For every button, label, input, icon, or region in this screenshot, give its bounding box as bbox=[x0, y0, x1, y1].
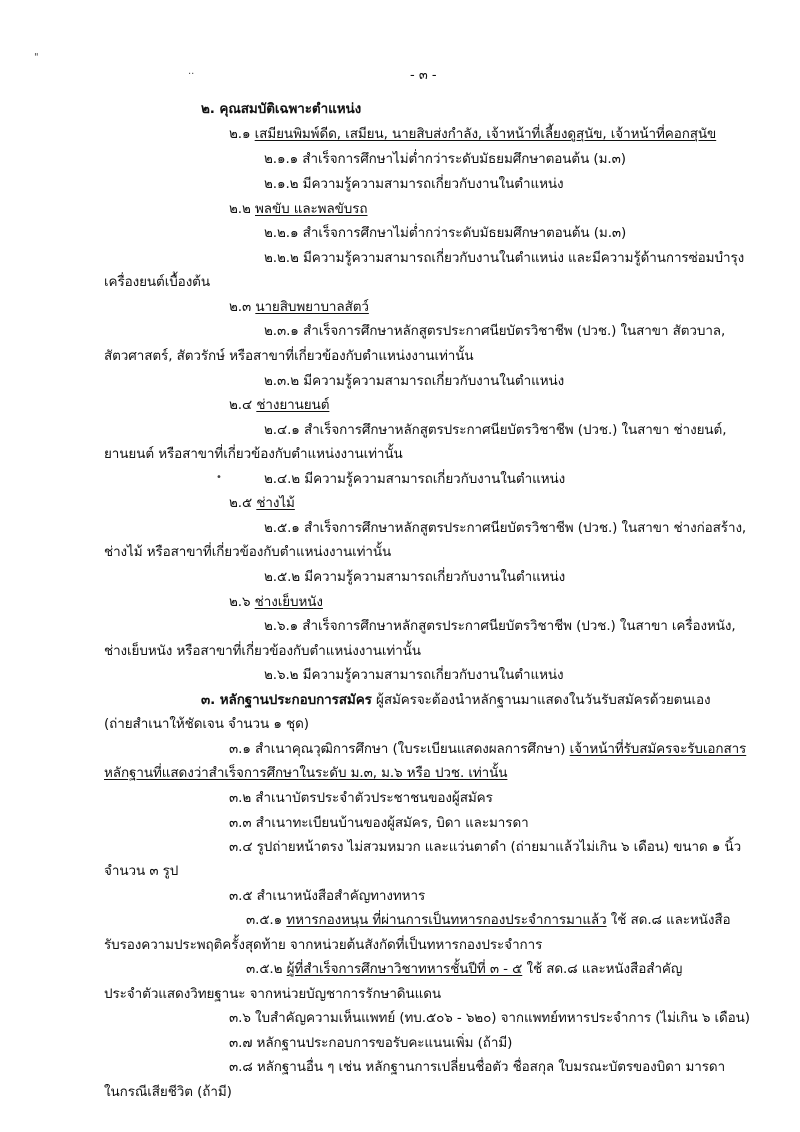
subsection-title: เสมียนพิมพ์ดีด, เสมียน, นายสิบส่งกำลัง, เจ้าหน้าที่เลี้ยงดูสุนัข, เจ้าหน้าที่คอกสุนัข bbox=[254, 126, 717, 142]
item-2-6-2: ๒.๖.๒ มีความรู้ความสามารถเกี่ยวกับงานในตำแหน่ง bbox=[264, 667, 564, 683]
item-2-6-1-cont: ช่างเย็บหนัง หรือสาขาที่เกี่ยวข้องกับตำแหน่งงานเท่านั้น bbox=[104, 643, 421, 659]
subsection-label: ๒.๓ bbox=[229, 299, 252, 315]
item-3-5-1-underlined: ทหารกองหนุน ที่ผ่านการเป็นทหารกองประจำการมาแล้ว bbox=[286, 912, 607, 928]
subsection-2-4 bbox=[229, 396, 329, 414]
item-3-5-1-number: ๓.๕.๑ bbox=[246, 912, 287, 928]
subsection-2-1 bbox=[229, 125, 716, 143]
section-3-heading: ๓. หลักฐานประกอบการสมัคร bbox=[201, 692, 372, 708]
item-2-6-1: ๒.๖.๑ สำเร็จการศึกษาหลักสูตรประกาศนียบัตรวิชาชีพ (ปวช.) ในสาขา เครื่องหนัง, bbox=[264, 618, 736, 634]
item-3-5-2-underlined: ผู้ที่สำเร็จการศึกษาวิชาทหารชั้นปีที่ ๓ - ๕ bbox=[286, 961, 523, 977]
item-3-2: ๓.๒ สำเนาบัตรประจำตัวประชาชนของผู้สมัคร bbox=[229, 790, 493, 806]
page-number: - ๓ - bbox=[410, 68, 437, 83]
section-3-intro-text: ผู้สมัครจะต้องนำหลักฐานมาแสดงในวันรับสมัครด้วยตนเอง bbox=[371, 692, 711, 708]
item-3-8-cont: ในกรณีเสียชีวิต (ถ้ามี) bbox=[104, 1084, 232, 1100]
subsection-label: ๒.๖ bbox=[229, 594, 251, 610]
item-3-5-2-cont: ประจำตัวแสดงวิทยฐานะ จากหน่วยบัญชาการรักษาดินแดน bbox=[104, 986, 441, 1002]
item-3-1-cont: หลักฐานที่แสดงว่าสำเร็จการศึกษาในระดับ ม.๓, ม.๖ หรือ ปวช. เท่านั้น bbox=[104, 765, 508, 781]
subsection-2-5 bbox=[229, 494, 295, 512]
item-2-2-1: ๒.๒.๑ สำเร็จการศึกษาไม่ต่ำกว่าระดับมัธยมศึกษาตอนต้น (ม.๓) bbox=[264, 225, 627, 241]
item-3-1 bbox=[229, 740, 746, 758]
subsection-title: นายสิบพยาบาลสัตว์ bbox=[255, 299, 369, 315]
subsection-title: ช่างเย็บหนัง bbox=[254, 594, 323, 610]
item-2-1-2: ๒.๑.๒ มีความรู้ความสามารถเกี่ยวกับงานในตำแหน่ง bbox=[264, 176, 564, 192]
item-3-7: ๓.๗ หลักฐานประกอบการขอรับคะแนนเพิ่ม (ถ้ามี) bbox=[229, 1035, 513, 1051]
item-3-4-cont: จำนวน ๓ รูป bbox=[104, 863, 179, 879]
section-3-intro-cont: (ถ่ายสำเนาให้ชัดเจน จำนวน ๑ ชุด) bbox=[104, 716, 309, 732]
item-3-4: ๓.๔ รูปถ่ายหน้าตรง ไม่สวมหมวก และแว่นตาดำ (ถ่ายมาแล้วไม่เกิน ๖ เดือน) ขนาด ๑ นิ้ว bbox=[229, 839, 742, 855]
item-3-1-text: ๓.๑ สำเนาคุณวุฒิการศึกษา (ใบระเบียนแสดงผลการศึกษา) bbox=[229, 741, 570, 757]
item-3-5-1 bbox=[246, 911, 731, 929]
item-2-3-2: ๒.๓.๒ มีความรู้ความสามารถเกี่ยวกับงานในตำแหน่ง bbox=[264, 373, 565, 389]
item-2-5-1: ๒.๕.๑ สำเร็จการศึกษาหลักสูตรประกาศนียบัตรวิชาชีพ (ปวช.) ในสาขา ช่างก่อสร้าง, bbox=[264, 520, 747, 536]
subsection-2-3 bbox=[229, 298, 369, 316]
item-3-6: ๓.๖ ใบสำคัญความเห็นแพทย์ (ทบ.๕๐๖ - ๖๒๐) จากแพทย์ทหารประจำการ (ไม่เกิน ๖ เดือน) bbox=[229, 1010, 750, 1026]
item-2-5-1-cont: ช่างไม้ หรือสาขาที่เกี่ยวข้องกับตำแหน่งงานเท่านั้น bbox=[104, 544, 392, 560]
item-2-5-2: ๒.๕.๒ มีความรู้ความสามารถเกี่ยวกับงานในตำแหน่ง bbox=[264, 569, 566, 585]
subsection-title: พลขับ และพลขับรถ bbox=[255, 201, 368, 217]
item-2-3-1-cont: สัตวศาสตร์, สัตวรักษ์ หรือสาขาที่เกี่ยวข้องกับตำแหน่งงานเท่านั้น bbox=[104, 348, 474, 364]
item-3-1-underlined: เจ้าหน้าที่รับสมัครจะรับเอกสาร bbox=[569, 741, 747, 757]
item-3-5-2 bbox=[246, 960, 682, 978]
item-2-4-2: ๒.๔.๒ มีความรู้ความสามารถเกี่ยวกับงานในตำแหน่ง bbox=[264, 471, 566, 487]
item-2-3-1: ๒.๓.๑ สำเร็จการศึกษาหลักสูตรประกาศนียบัตรวิชาชีพ (ปวช.) ในสาขา สัตวบาล, bbox=[264, 323, 726, 339]
stray-mark: " bbox=[34, 52, 39, 63]
subsection-title: ช่างยานยนต์ bbox=[256, 397, 330, 413]
subsection-2-6 bbox=[229, 593, 323, 611]
item-3-5-2-number: ๓.๕.๒ bbox=[246, 961, 287, 977]
item-2-4-1: ๒.๔.๑ สำเร็จการศึกษาหลักสูตรประกาศนียบัตรวิชาชีพ (ปวช.) ในสาขา ช่างยนต์, bbox=[264, 422, 727, 438]
subsection-label: ๒.๔ bbox=[229, 397, 253, 413]
item-3-3: ๓.๓ สำเนาทะเบียนบ้านของผู้สมัคร, บิดา และมารดา bbox=[229, 815, 529, 831]
item-2-2-2-cont: เครื่องยนต์เบื้องต้น bbox=[104, 274, 210, 290]
subsection-2-2 bbox=[229, 200, 367, 218]
section-2-heading: ๒. คุณสมบัติเฉพาะตำแหน่ง bbox=[201, 101, 362, 117]
item-3-5-1-cont: รับรองความประพฤติครั้งสุดท้าย จากหน่วยต้นสังกัดที่เป็นทหารกองประจำการ bbox=[104, 937, 543, 953]
item-3-5: ๓.๕ สำเนาหนังสือสำคัญทางทหาร bbox=[229, 888, 426, 904]
item-2-1-1: ๒.๑.๑ สำเร็จการศึกษาไม่ต่ำกว่าระดับมัธยมศึกษาตอนต้น (ม.๓) bbox=[264, 151, 626, 167]
item-3-5-2-text: ใช้ สด.๘ และหนังสือสำคัญ bbox=[522, 961, 683, 977]
item-3-8: ๓.๘ หลักฐานอื่น ๆ เช่น หลักฐานการเปลี่ยนชื่อตัว ชื่อสกุล ใบมรณะบัตรของบิดา มารดา bbox=[229, 1059, 726, 1075]
bullet-mark: • bbox=[216, 472, 222, 483]
subsection-label: ๒.๕ bbox=[229, 495, 253, 511]
subsection-label: ๒.๒ bbox=[229, 201, 251, 217]
item-2-4-1-cont: ยานยนต์ หรือสาขาที่เกี่ยวข้องกับตำแหน่งงานเท่านั้น bbox=[104, 446, 403, 462]
item-3-5-1-text: ใช้ สด.๘ และหนังสือ bbox=[606, 912, 731, 928]
stray-mark: .. bbox=[188, 66, 195, 77]
subsection-title: ช่างไม้ bbox=[256, 495, 295, 511]
item-2-2-2: ๒.๒.๒ มีความรู้ความสามารถเกี่ยวกับงานในตำแหน่ง และมีความรู้ด้านการซ่อมบำรุง bbox=[264, 250, 745, 266]
subsection-label: ๒.๑ bbox=[229, 126, 251, 142]
section-3-intro bbox=[201, 691, 711, 709]
